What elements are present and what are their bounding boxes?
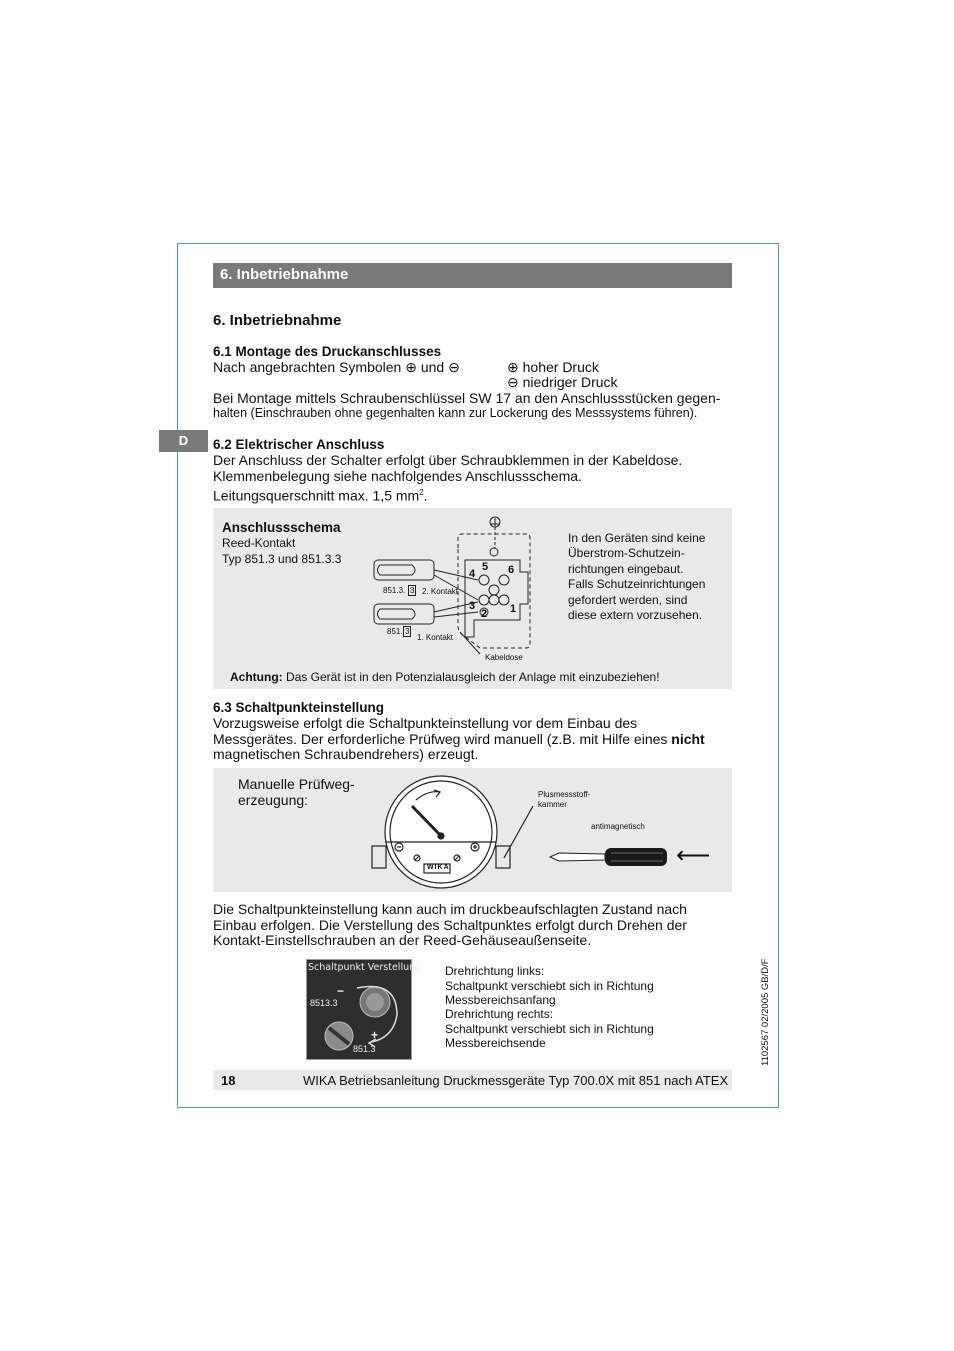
setpoint-adjustment-photo [306,959,422,1060]
text-6-2-line3: Leitungsquerschnitt max. 1,5 $mm^2$. [213,487,428,504]
terminal-5: 5 [482,561,489,573]
para-line-2: Einbau erfolgen. Die Verstellung des Schaltpunktes erfolgt durch Drehen der [213,917,687,933]
plus-chamber-label-2: kammer [538,800,567,809]
schema-note-4: Falls Schutzeinrichtungen [568,577,706,591]
text-6-1-line3: halten (Einschrauben ohne gegenhalten kann zur Lockerung des Messsystems führen). [213,406,698,420]
text-6-1-line2: Bei Montage mittels Schraubenschlüssel SW 17 an den Anschlussstücken gegen- [213,390,721,406]
antimagnetic-label: antimagnetisch [591,822,645,831]
photo-caption: Schaltpunkt Verstellung [308,962,422,973]
text-high-pressure: ⊕ hoher Druck [507,359,599,375]
contact-1-box: 3 [405,627,410,636]
schema-title: Anschlussschema [222,520,341,535]
contact-2-box: 3 [410,586,415,595]
gauge-brand: WIKA [427,864,450,871]
photo-upper-label: 8513.3 [310,998,338,1008]
photo-plus-sign: + [371,1028,379,1042]
arrow-left-icon: ⟵ [676,842,711,869]
terminal-4: 4 [469,568,476,580]
schema-note-3: richtungen eingebaut. [568,562,684,576]
direction-line-5: Schaltpunkt verschiebt sich in Richtung [445,1022,654,1036]
direction-line-1: Drehrichtung links: [445,964,545,978]
para-line-3: Kontakt-Einstellschrauben an der Reed-Gehäuseaußenseite. [213,932,592,948]
schema-subtitle-2: Typ 851.3 und 851.3.3 [222,552,342,566]
heading-6-2: 6.2 Elektrischer Anschluss [213,437,385,452]
schema-note-6: diese extern vorzusehen. [568,608,703,622]
contact-1-label: 1. Kontakt [417,633,454,642]
schema-warning: Achtung: Das Gerät ist in den Potenzialausgleich der Anlage mit einzubeziehen! [230,670,660,684]
schema-note-2: Überstrom-Schutzein- [568,546,685,560]
text-6-3-line3: magnetischen Schraubendrehers) erzeugt. [213,746,479,762]
schema-note-1: In den Geräten sind keine [568,531,706,545]
section-header-text: 6. Inbetriebnahme [220,266,349,283]
para-line-1: Die Schaltpunkteinstellung kann auch im druckbeaufschlagten Zustand nach [213,901,687,917]
page-number: 18 [221,1073,236,1088]
photo-minus-sign: − [337,984,345,998]
contact-1-type: 851. [387,627,403,636]
kabeldose-label: Kabeldose [485,653,523,662]
direction-line-6: Messbereichsende [445,1036,546,1050]
text-6-2-line2: Klemmenbelegung siehe nachfolgendes Anschlussschema. [213,468,582,484]
contact-2-type: 851.3. [383,586,406,595]
text-6-3-line1: Vorzugsweise erfolgt die Schaltpunkteinstellung vor dem Einbau des [213,715,638,731]
terminal-1: 1 [510,603,517,615]
text-6-3-line2: Messgerätes. Der erforderliche Prüfweg wird manuell (z.B. mit Hilfe eines nicht [213,731,705,747]
text-low-pressure: ⊖ niedriger Druck [507,374,618,390]
screwdriver-icon [547,844,673,870]
test-travel-label-2: erzeugung: [238,792,309,808]
schema-note-5: gefordert werden, sind [568,593,688,607]
direction-line-4: Drehrichtung rechts: [445,1007,554,1021]
test-travel-label-1: Manuelle Prüfweg- [238,776,355,792]
terminal-6: 6 [508,564,515,576]
document-code: 1102567 02/2005 GB/D/F [760,958,771,1066]
page-title: 6. Inbetriebnahme [213,312,342,329]
section-header-bar [213,263,732,288]
photo-lower-label: 851.3 [353,1044,376,1054]
language-tab: D [159,430,208,452]
direction-line-3: Messbereichsanfang [445,993,556,1007]
text-6-2-line1: Der Anschluss der Schalter erfolgt über Schraubklemmen in der Kabeldose. [213,452,683,468]
page-footer [213,1070,732,1090]
direction-line-2: Schaltpunkt verschiebt sich in Richtung [445,979,654,993]
text-6-1-line1: Nach angebrachten Symbolen ⊕ und ⊖ [213,359,460,375]
schema-subtitle-1: Reed-Kontakt [222,536,296,550]
footer-text: WIKA Betriebsanleitung Druckmessgeräte Typ 700.0X mit 851 nach ATEX [303,1073,729,1088]
terminal-2: 2 [481,608,488,620]
heading-6-3: 6.3 Schaltpunkteinstellung [213,700,385,715]
contact-2-label: 2. Kontakt [422,587,459,596]
terminal-3: 3 [469,600,476,612]
heading-6-1: 6.1 Montage des Druckanschlusses [213,344,442,359]
gauge-illustration [368,772,538,890]
plus-chamber-label-1: Plusmessstoff- [538,790,591,799]
